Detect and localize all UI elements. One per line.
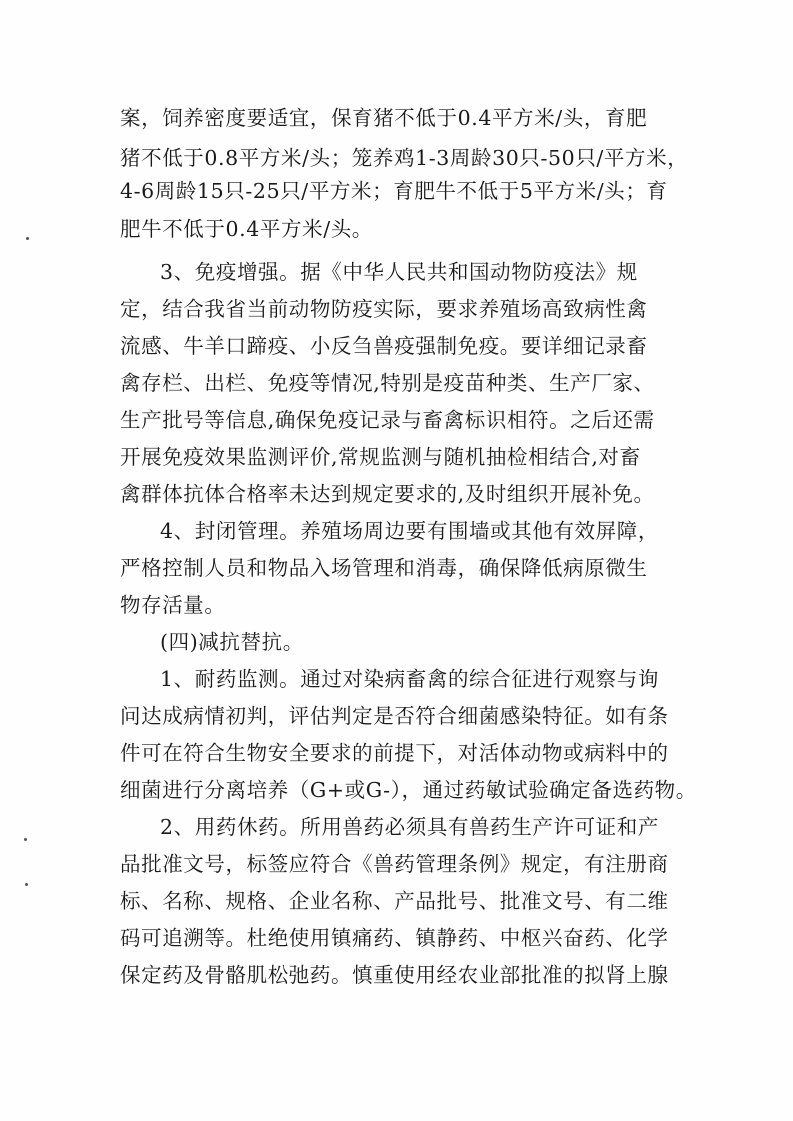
body-line: 案，饲养密度要适宜，保育猪不低于0.4平方米/头，育肥 [120,106,648,130]
body-line: 物存活量。 [120,593,226,617]
body-line: 4-6周龄15只-25只/平方米；育肥牛不低于5平方米/头；育 [120,179,668,203]
body-line: 严格控制人员和物品入场管理和消毒，确保降低病原微生 [120,556,648,580]
body-line: 4、封闭管理。养殖场周边要有围墙或其他有效屏障， [160,519,659,543]
body-line: 保定药及骨骼肌松弛药。慎重使用经农业部批准的拟肾上腺 [120,963,669,987]
body-line: 开展免疫效果监测评价,常规监测与随机抽检相结合,对畜 [120,445,641,469]
body-line: 问达成病情初判，评估判定是否符合细菌感染特征。如有条 [120,704,669,728]
body-line: 生产批号等信息,确保免疫记录与畜禽标识相符。之后还需 [120,408,655,432]
body-line: 品批准文号，标签应符合《兽药管理条例》规定，有注册商 [120,852,669,876]
body-line: 猪不低于0.8平方米/头；笼养鸡1-3周龄30只-50只/平方米， [120,146,689,170]
scan-speck [24,838,27,841]
body-line: 件可在符合生物安全要求的前提下，对活体动物或病料中的 [120,741,669,765]
scan-speck [25,883,28,886]
body-line: 肥牛不低于0.4平方米/头。 [120,217,373,241]
body-line: 细菌进行分离培养（G+或G-），通过药敏试验确定备选药物。 [120,778,697,802]
body-line: 2、用药休药。所用兽药必须具有兽药生产许可证和产 [160,815,659,839]
scan-speck [26,237,29,240]
body-line: 码可追溯等。杜绝使用镇痛药、镇静药、中枢兴奋药、化学 [120,926,669,950]
body-line: 1、耐药监测。通过对染病畜禽的综合征进行观察与询 [160,667,659,691]
body-line: 禽存栏、出栏、免疫等情况,特别是疫苗种类、生产厂家、 [120,371,655,395]
body-line: 3、免疫增强。据《中华人民共和国动物防疫法》规 [160,260,638,284]
body-line: 标、名称、规格、企业名称、产品批号、批准文号、有二维 [120,889,669,913]
section-heading: (四)减抗替抗。 [160,630,304,654]
body-line: 流感、牛羊口蹄疫、小反刍兽疫强制免疫。要详细记录畜 [120,334,648,358]
body-line: 定，结合我省当前动物防疫实际，要求养殖场高致病性禽 [120,297,648,321]
body-line: 禽群体抗体合格率未达到规定要求的,及时组织开展补免。 [120,482,655,506]
